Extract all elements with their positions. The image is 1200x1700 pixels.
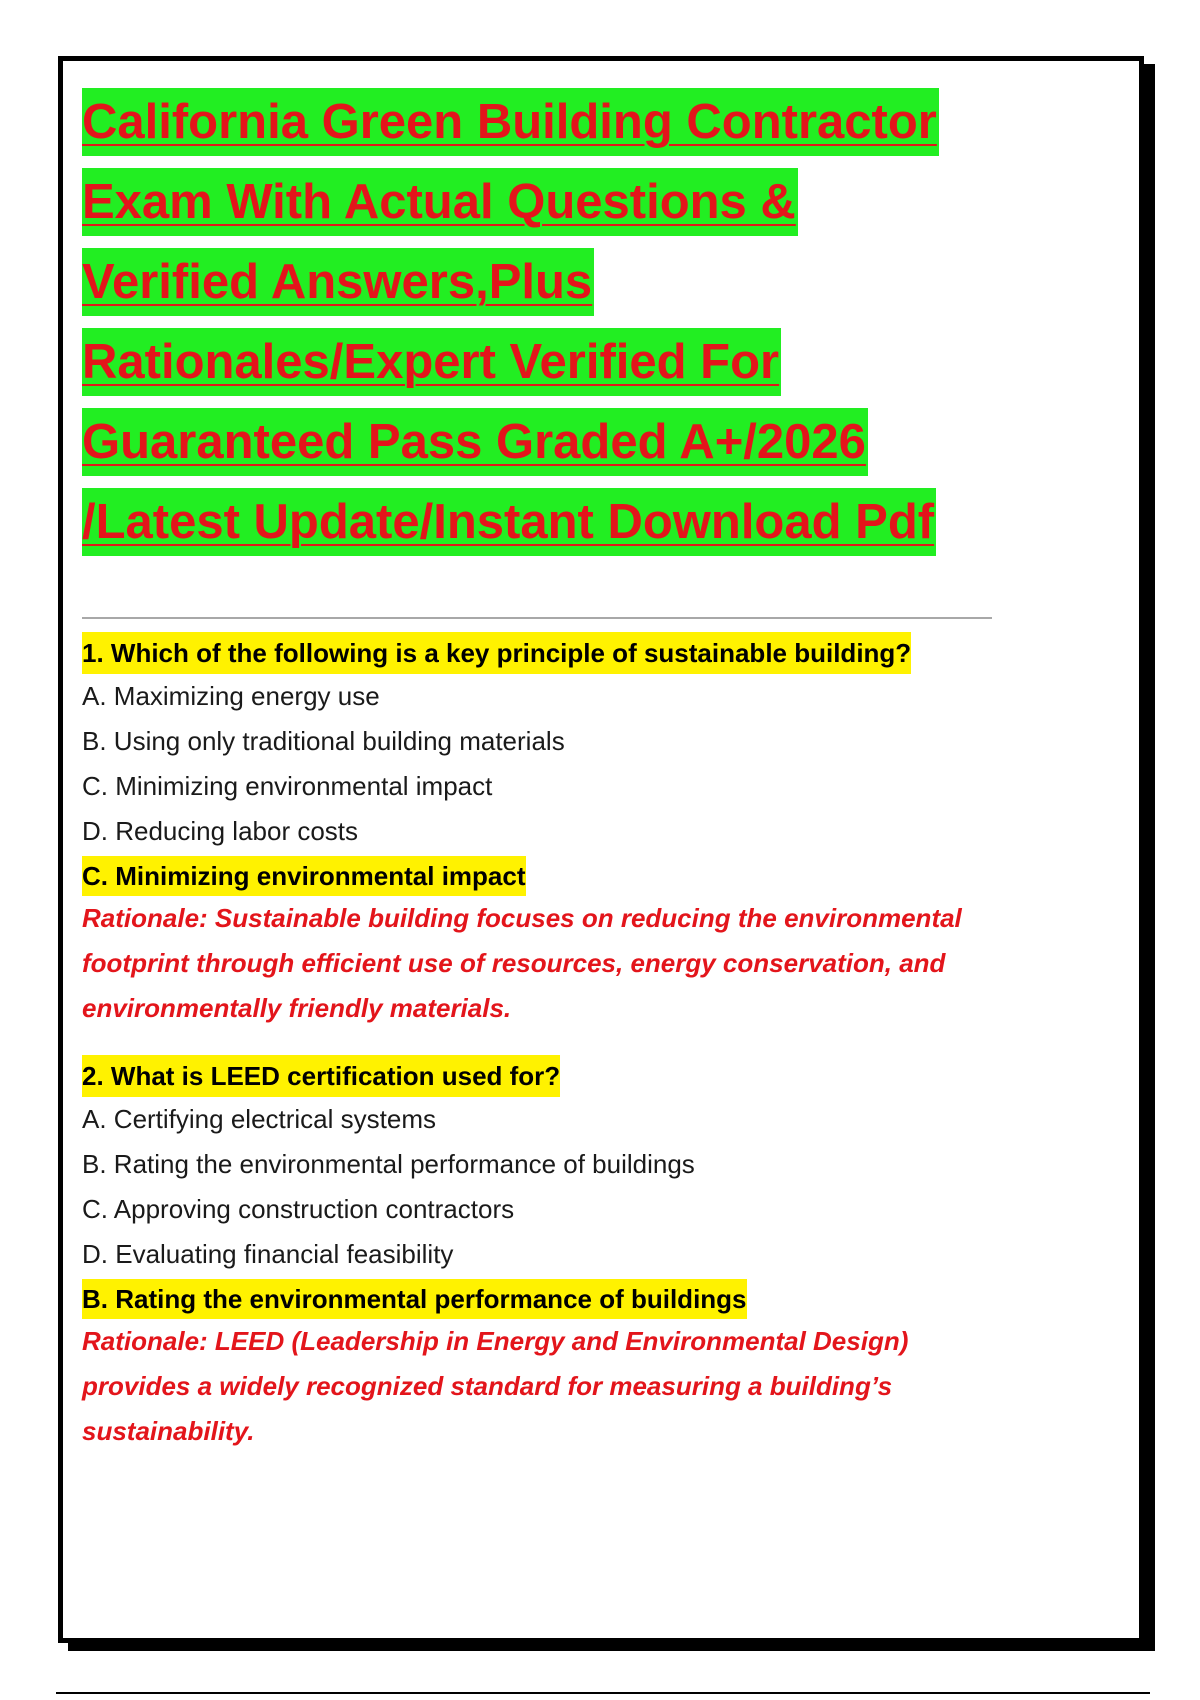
option-b: B. Rating the environmental performance of buildings (82, 1149, 695, 1179)
title-line: Verified Answers,Plus (82, 248, 594, 316)
option-d: D. Evaluating financial feasibility (82, 1239, 454, 1269)
question-text: 2. What is LEED certification used for? (82, 1055, 560, 1097)
title-line: /Latest Update/Instant Download Pdf (82, 488, 936, 556)
horizontal-divider (82, 617, 992, 619)
option-b: B. Using only traditional building materials (82, 726, 565, 756)
question-block-2 (82, 1055, 1002, 1454)
correct-answer: C. Minimizing environmental impact (82, 856, 526, 896)
rationale-text: Rationale: LEED (Leadership in Energy and Environmental Design) provides a widely recognized standard for measuring a building’s sustainability. (82, 1326, 909, 1446)
option-a: A. Maximizing energy use (82, 681, 380, 711)
title-line: Exam With Actual Questions & (82, 168, 798, 236)
option-d: D. Reducing labor costs (82, 816, 359, 846)
option-c: C. Approving construction contractors (82, 1194, 515, 1224)
option-a: A. Certifying electrical systems (82, 1104, 436, 1134)
title-line: Guaranteed Pass Graded A+/2026 (82, 408, 868, 476)
document-title (82, 88, 1002, 568)
question-text: 1. Which of the following is a key principle of sustainable building? (82, 632, 911, 674)
question-block-1 (82, 632, 1002, 1031)
title-line: Rationales/Expert Verified For (82, 328, 781, 396)
title-line: California Green Building Contractor (82, 88, 939, 156)
bottom-divider (56, 1692, 1150, 1694)
rationale-text: Rationale: Sustainable building focuses on reducing the environmental footprint through efficient use of resources, energy conservation, and environmentally friendly materials. (82, 903, 962, 1023)
option-c: C. Minimizing environmental impact (82, 771, 493, 801)
correct-answer: B. Rating the environmental performance of buildings (82, 1279, 747, 1319)
